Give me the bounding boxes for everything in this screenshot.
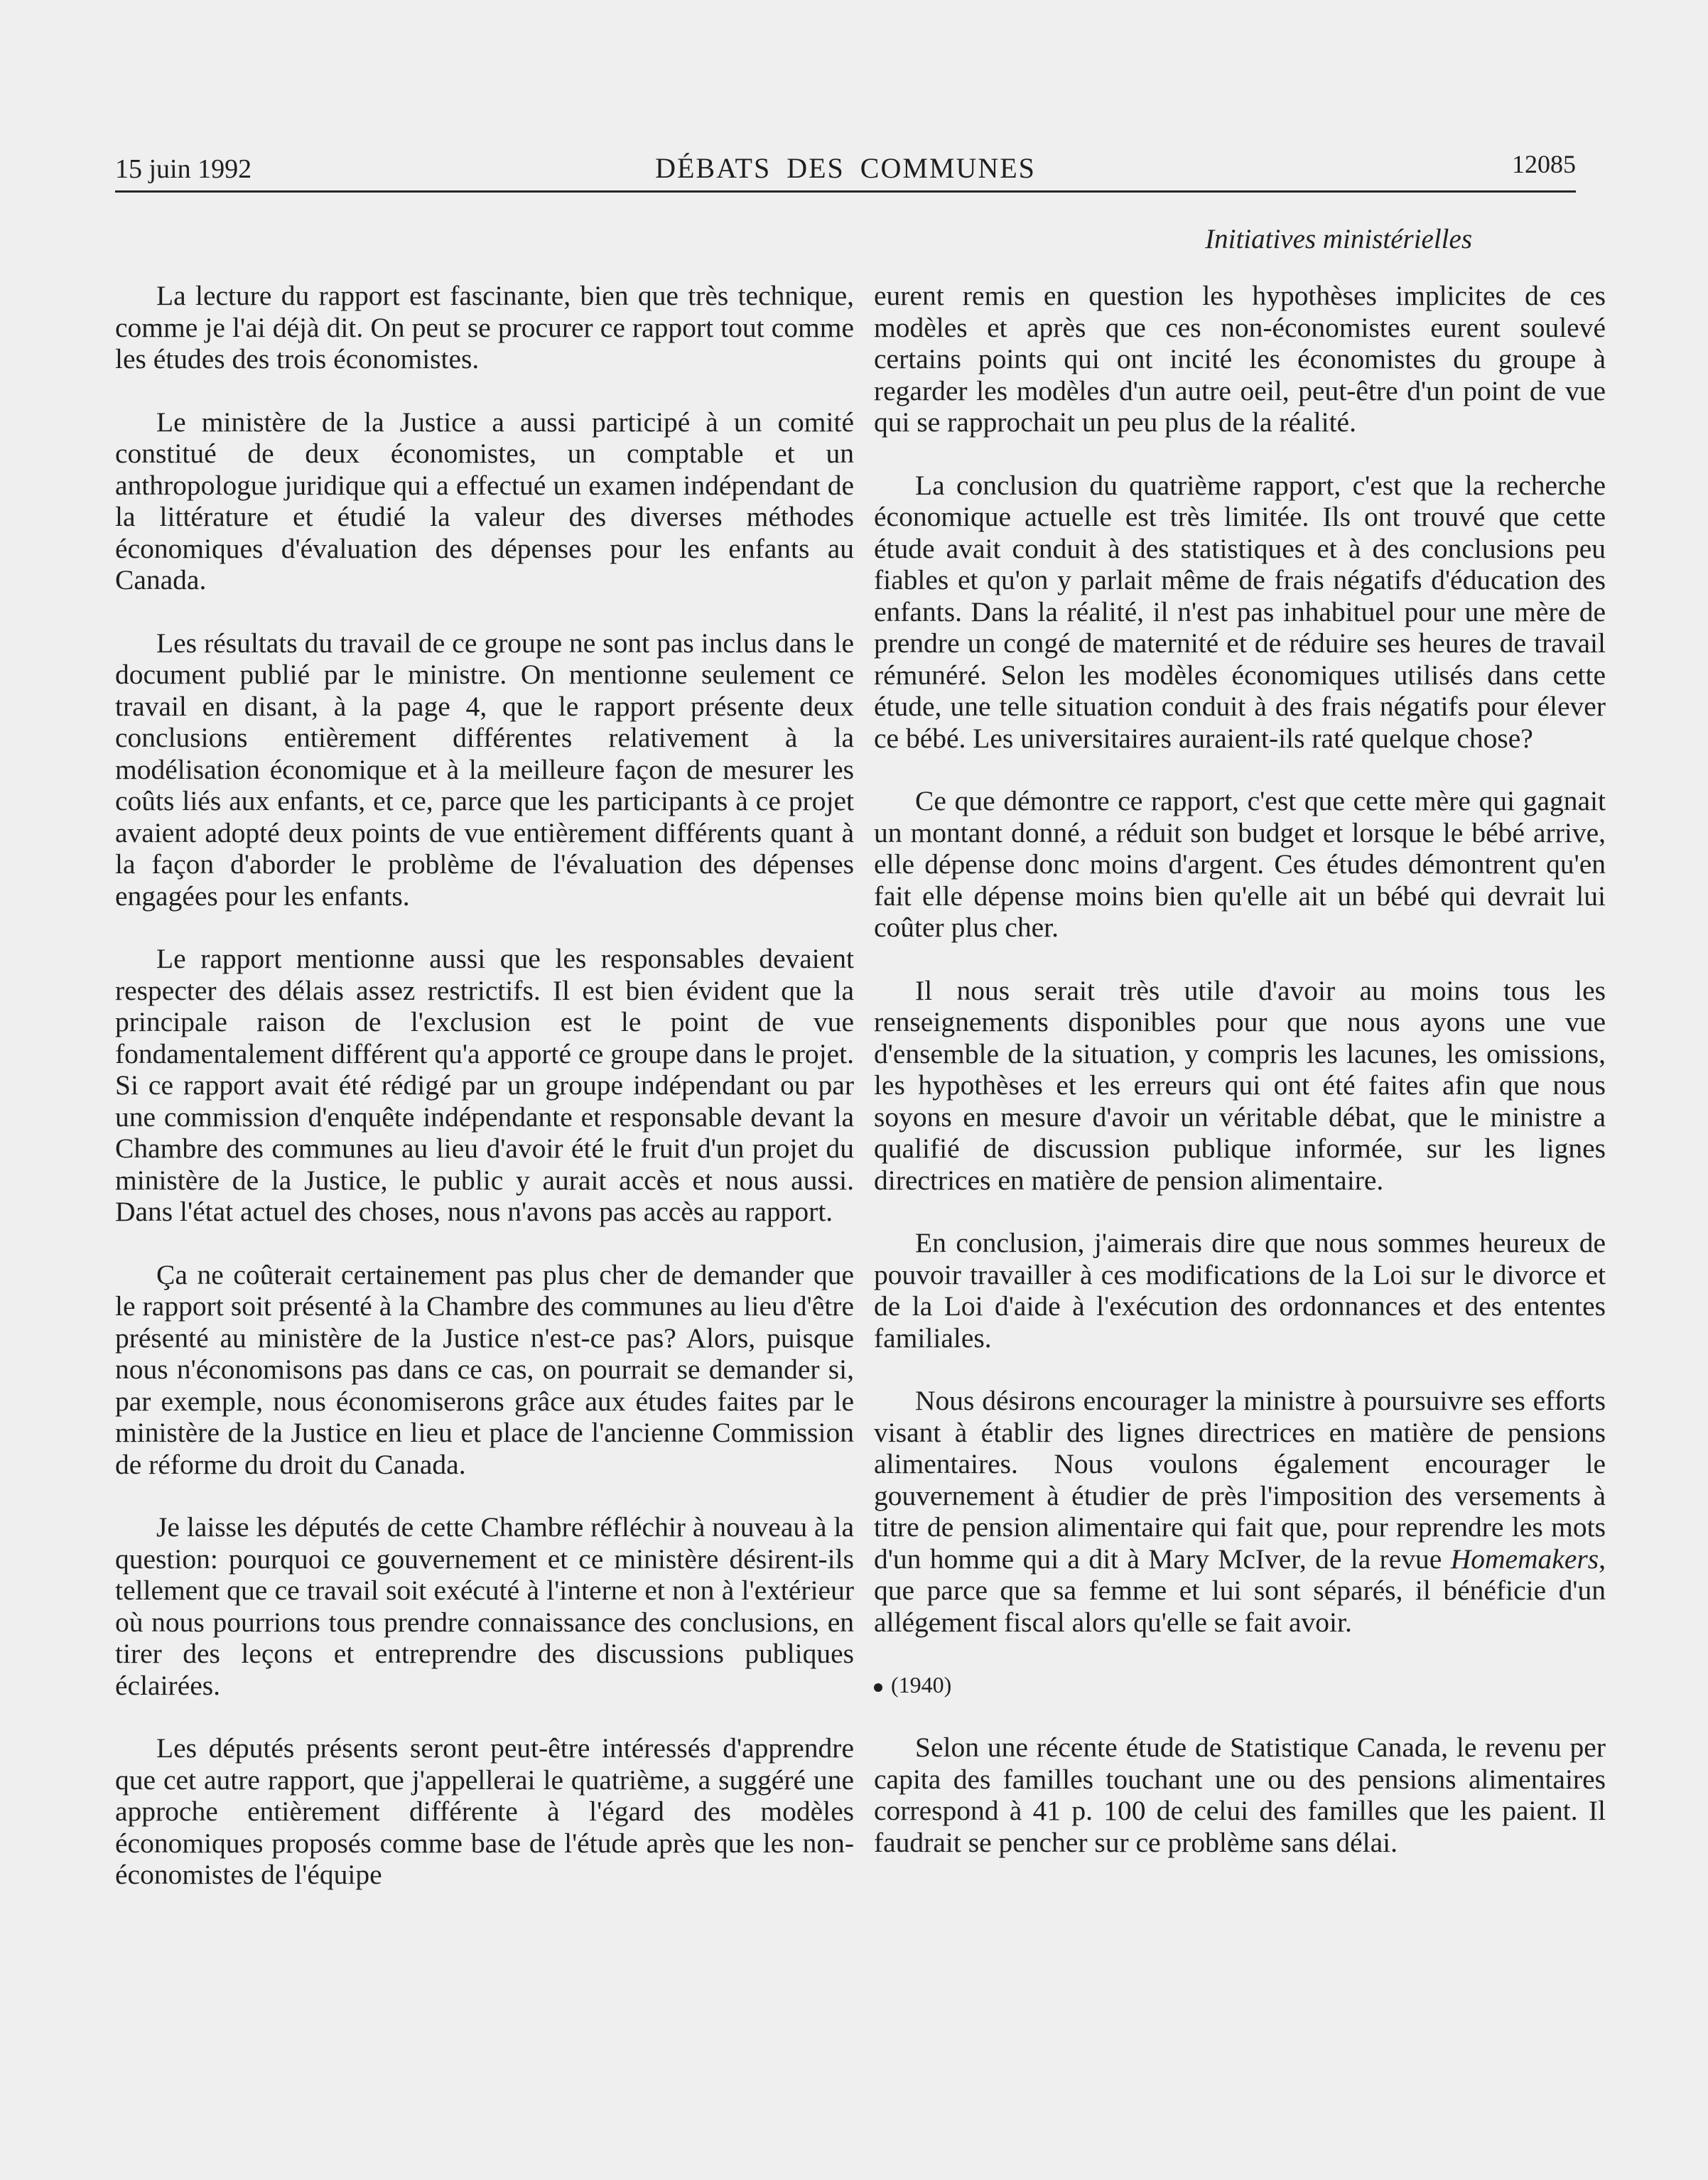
paragraph: Les députés présents seront peut-être intéressés d'apprendre que cet autre rapport, que j'appellerai le quatrième, a suggéré une approche entièrement différente à l'égard des modèles économiques proposés comme base de l'étude après que les non-économistes de l'équipe [115, 1732, 854, 1890]
paragraph: Les résultats du travail de ce groupe ne sont pas inclus dans le document publié par le ministre. On mentionne seulement ce travail en disant, à la page 4, que le rapport présente deux conclusions entièrement différentes relativement à la modélisation économique et à la meilleure façon de mesurer les coûts liés aux enfants, et ce, parce que les participants à ce projet avaient adopté deux points de vue entièrement différents quant à la façon d'aborder le problème de l'évaluation des dépenses engagées pour les enfants. [115, 627, 854, 912]
time-marker-text: (1940) [891, 1672, 952, 1698]
paragraph: En conclusion, j'aimerais dire que nous sommes heureux de pouvoir travailler à ces modifications de la Loi sur le divorce et de la Loi d'aide à l'exécution des ordonnances et des ententes familiales. [874, 1227, 1606, 1354]
paragraph-text: Nous désirons encourager la ministre à poursuivre ses efforts visant à établir des lignes directrices en matière de pensions alimentaires. Nous voulons également encourager le gouvernement à étudier de près l'imposition des versements à titre de pension alimentaire qui fait que, pour reprendre les mots d'un homme qui a dit à Mary McIver, de la revue [874, 1385, 1606, 1575]
paragraph-text: , que parce que sa femme et lui sont séparés, il bénéficie d'un allégement fiscal alors qu'elle se fait avoir. [874, 1543, 1606, 1638]
magazine-title: Homemakers [1450, 1543, 1599, 1575]
section-label: Initiatives ministérielles [1205, 224, 1472, 254]
paragraph-continuation: eurent remis en question les hypothèses implicites de ces modèles et après que ces non-économistes eurent soulevé certains points qui ont incité les économistes du groupe à regarder les modèles d'un autre oeil, peut-être d'un point de vue qui se rapprochait un peu plus de la réalité. [874, 280, 1606, 438]
paragraph: Il nous serait très utile d'avoir au moins tous les renseignements disponibles pour que nous ayons une vue d'ensemble de la situation, y compris les lacunes, les omissions, les hypothèses et les erreurs qui ont été faites afin que nous soyons en mesure d'avoir un véritable débat, que le ministre a qualifié de discussion publique informée, sur les lignes directrices en matière de pension alimentaire. [874, 974, 1606, 1196]
paragraph: Le ministère de la Justice a aussi participé à un comité constitué de deux économistes, un comptable et un anthropologue juridique qui a effectué un examen indépendant de la littérature et étudié la valeur des diverses méthodes économiques d'évaluation des dépenses pour les enfants au Canada. [115, 406, 854, 595]
header-title: DÉBATS DES COMMUNES [655, 152, 1036, 184]
page-header [115, 148, 1576, 193]
paragraph: La lecture du rapport est fascinante, bien que très technique, comme je l'ai déjà dit. On peut se procurer ce rapport tout comme les études des trois économistes. [115, 280, 854, 374]
paragraph: La conclusion du quatrième rapport, c'est que la recherche économique actuelle est très limitée. Ils ont trouvé que cette étude avait conduit à des statistiques et à des conclusions peu fiables et qu'on y parlait même de frais négatifs d'éducation des enfants. Dans la réalité, il n'est pas inhabituel pour une mère de prendre un congé de maternité et de réduire ses heures de travail rémunéré. Selon les modèles économiques utilisés dans cette étude, une telle situation conduit à des frais négatifs pour élever ce bébé. Les universitaires auraient-ils raté quelque chose? [874, 469, 1606, 754]
header-date: 15 juin 1992 [115, 154, 252, 184]
paragraph: Le rapport mentionne aussi que les responsables devaient respecter des délais assez restrictifs. Il est bien évident que la principale raison de l'exclusion est le point de vue fondamentalement différent qu'a apporté ce groupe dans le projet. Si ce rapport avait été rédigé par un groupe indépendant ou par une commission d'enquête indépendante et responsable devant la Chambre des communes au lieu d'avoir été le fruit d'un projet du ministère de la Justice, le public y aurait accès et nous aussi. Dans l'état actuel des choses, nous n'avons pas accès au rapport. [115, 943, 854, 1227]
paragraph: Ce que démontre ce rapport, c'est que cette mère qui gagnait un montant donné, a réduit son budget et lorsque le bébé arrive, elle dépense donc moins d'argent. Ces études démontrent qu'en fait elle dépense moins bien qu'elle ait un bébé qui devrait lui coûter plus cher. [874, 785, 1606, 943]
paragraph: Selon une récente étude de Statistique Canada, le revenu per capita des familles touchant une ou des pensions alimentaires correspond à 41 p. 100 de celui des familles que les paient. Il faudrait se pencher sur ce problème sans délai. [874, 1732, 1606, 1858]
header-page-number: 12085 [1512, 150, 1576, 178]
bullet-icon [874, 1683, 882, 1692]
paragraph: Ça ne coûterait certainement pas plus cher de demander que le rapport soit présenté à la Chambre des communes au lieu d'être présenté au ministère de la Justice n'est-ce pas? Alors, puisque nous n'économisons pas dans ce cas, on pourrait se demander si, par exemple, nous économiserons grâce aux études faites par le ministère de la Justice en lieu et place de l'ancienne Commission de réforme du droit du Canada. [115, 1258, 854, 1480]
paragraph: Je laisse les députés de cette Chambre réfléchir à nouveau à la question: pourquoi ce gouvernement et ce ministère désirent-ils tellement que ce travail soit exécuté à l'interne et non à l'extérieur où nous pourrions tous prendre connaissance des conclusions, en tirer des leçons et entreprendre des discussions publiques éclairées. [115, 1511, 854, 1701]
left-column [115, 280, 854, 1922]
right-column [874, 280, 1606, 1889]
time-marker [874, 1669, 1606, 1700]
paragraph-homemakers [874, 1385, 1606, 1638]
